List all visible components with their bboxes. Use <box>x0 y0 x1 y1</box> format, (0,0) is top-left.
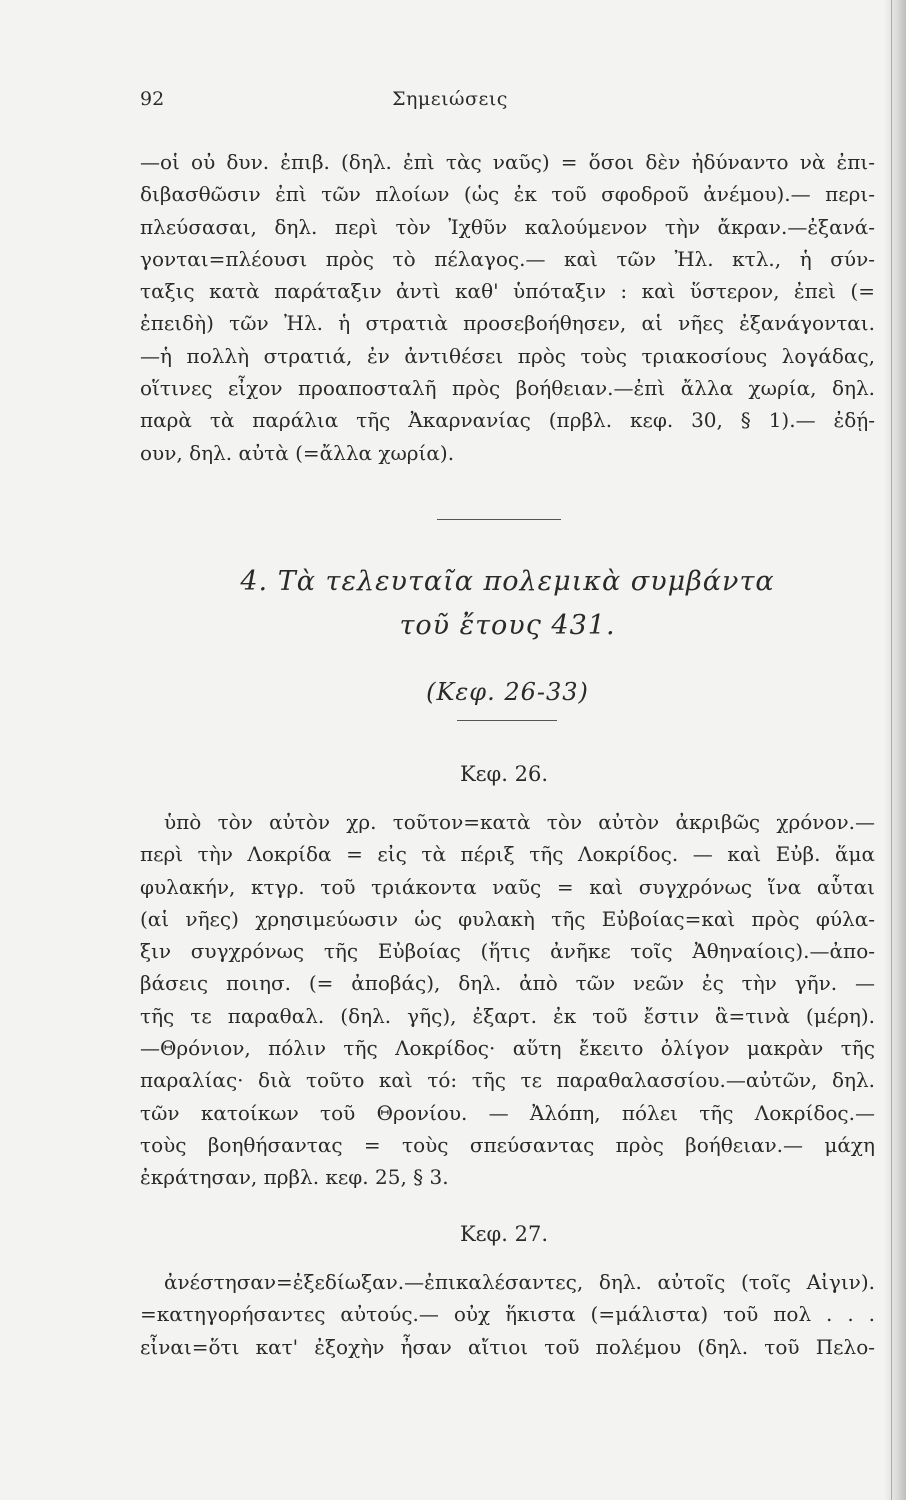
chapter-27-text <box>140 1266 875 1363</box>
text-line: =κατηγορήσαντες αὐτούς.— οὐχ ἥκιστα (=μάλιστα) τοῦ πολ . . . <box>140 1302 875 1327</box>
text-line: παρὰ τὰ παράλια τῆς Ἀκαρνανίας (πρβλ. κεφ. 30, § 1).— ἐδῄ- <box>140 408 875 433</box>
text-line: —Θρόνιον, πόλιν τῆς Λοκρίδος· αὕτη ἔκειτο ὀλίγον μακρὰν τῆς <box>140 1036 875 1061</box>
chapter-26-text <box>140 806 875 1194</box>
text-line: (αἱ νῆες) χρησιμεύωσιν ὡς φυλακὴ τῆς Εὐβοίας=καὶ πρὸς φύλα- <box>140 906 875 931</box>
text-line: —οἱ οὐ δυν. ἐπιβ. (δηλ. ἐπὶ τὰς ναῦς) = ὅσοι δὲν ἠδύναντο νὰ ἐπι- <box>140 150 875 174</box>
text-line: ἐπειδὴ) τῶν Ἠλ. ἡ στρατιὰ προσεβοήθησεν, αἱ νῆες ἐξανάγονται. <box>140 311 875 336</box>
section-title-line-2: τοῦ ἔτους 431. <box>399 610 616 641</box>
running-title: Σημειώσεις <box>392 88 508 110</box>
page-number: 92 <box>140 88 165 110</box>
text-line: τῆς τε παραθαλ. (δηλ. γῆς), ἐξαρτ. ἐκ τοῦ ἔστιν ἃ=τινὰ (μέρη). <box>140 1003 875 1028</box>
section-chapters-range: (Κεφ. 26-33) <box>426 678 589 706</box>
text-line: πλεύσασαι, δηλ. περὶ τὸν Ἰχθῦν καλούμενον τὴν ἄκραν.—ἐξανά- <box>140 214 875 239</box>
text-line: τῶν κατοίκων τοῦ Θρονίου. — Ἀλόπη, πόλει τῆς Λοκρίδος.— <box>140 1100 875 1125</box>
text-line: βάσεις ποιησ. (= ἀποβάς), δηλ. ἀπὸ τῶν νεῶν ἐς τὴν γῆν. — <box>140 971 875 996</box>
section-divider-top <box>437 519 561 520</box>
text-line: —ἡ πολλὴ στρατιά, ἐν ἀντιθέσει πρὸς τοὺς τριακοσίους λογάδας, <box>140 343 875 368</box>
text-line: γονται=πλέουσι πρὸς τὸ πέλαγος.— καὶ τῶν Ἠλ. κτλ., ἡ σύν- <box>140 246 875 271</box>
section-title <box>140 560 875 648</box>
top-paragraph <box>140 146 875 469</box>
text-line: ουν, δηλ. αὐτὰ (=ἄλλα χωρία). <box>140 440 455 465</box>
text-line: ξιν συγχρόνως τῆς Εὐβοίας (ἥτις ἀνῆκε τοῖς Ἀθηναίοις).—ἀπο- <box>140 939 875 964</box>
page-edge-line <box>891 0 892 1500</box>
chapter-27-heading: Κεφ. 27. <box>459 1222 549 1246</box>
text-line: ταξις κατὰ παράταξιν ἀντὶ καθ' ὑπόταξιν : καὶ ὕστερον, ἐπεὶ (= <box>140 279 875 304</box>
page-header <box>140 88 760 118</box>
page-binding-shadow <box>884 0 906 1500</box>
text-line: οἵτινες εἶχον προαποσταλῆ πρὸς βοήθειαν.—ἐπὶ ἄλλα χωρία, δηλ. <box>140 376 875 401</box>
text-line: εἶναι=ὅτι κατ' ἐξοχὴν ἦσαν αἴτιοι τοῦ πολέμου (δηλ. τοῦ Πελο- <box>140 1334 875 1359</box>
section-divider-bottom <box>457 720 557 721</box>
text-line: παραλίας· διὰ τοῦτο καὶ τό: τῆς τε παραθαλασσίου.—αὐτῶν, δηλ. <box>140 1068 875 1093</box>
text-line: ὑπὸ τὸν αὐτὸν χρ. τοῦτον=κατὰ τὸν αὐτὸν ἀκριβῶς χρόνον.— <box>164 810 875 834</box>
text-line: ἐκράτησαν, πρβλ. κεφ. 25, § 3. <box>140 1165 449 1190</box>
chapter-26-heading: Κεφ. 26. <box>459 762 549 786</box>
text-line: ἀνέστησαν=ἐξεδίωξαν.—ἐπικαλέσαντες, δηλ. αὐτοῖς (τοῖς Αἰγιν). <box>164 1270 875 1294</box>
text-line: διβασθῶσιν ἐπὶ τῶν πλοίων (ὡς ἐκ τοῦ σφοδροῦ ἀνέμου).— περι- <box>140 182 875 207</box>
text-line: περὶ τὴν Λοκρίδα = εἰς τὰ πέριξ τῆς Λοκρίδος. — καὶ Εὐβ. ἅμα <box>140 842 875 867</box>
section-title-line-1: 4. Τὰ τελευταῖα πολεμικὰ συμβάντα <box>240 566 775 597</box>
text-line: φυλακήν, κτγρ. τοῦ τριάκοντα ναῦς = καὶ συγχρόνως ἵνα αὗται <box>140 874 875 899</box>
text-line: τοὺς βοηθήσαντας = τοὺς σπεύσαντας πρὸς βοήθειαν.— μάχη <box>140 1132 875 1157</box>
